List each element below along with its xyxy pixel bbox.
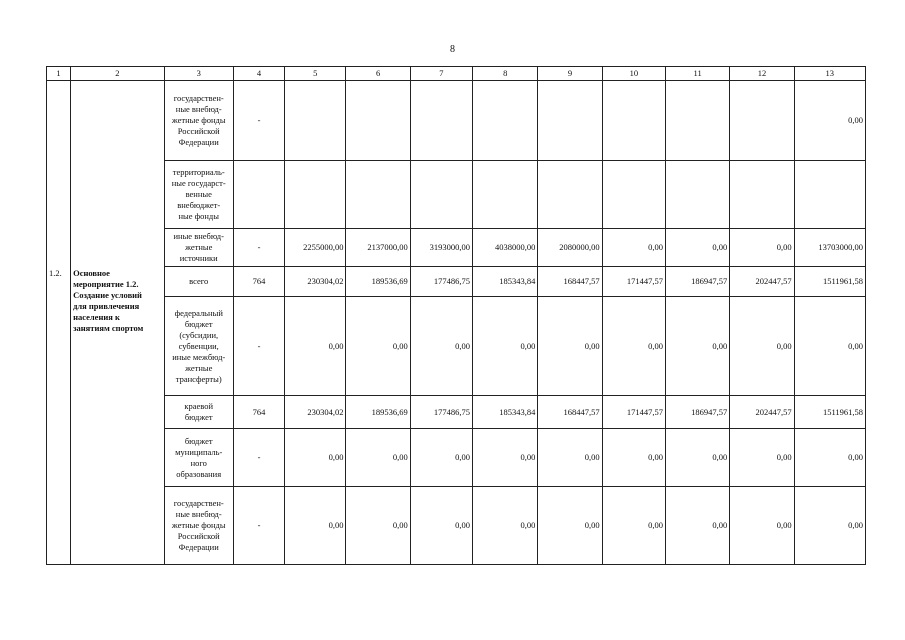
year-value-cell: 168447,57 xyxy=(538,396,602,429)
year-value-cell: 2137000,00 xyxy=(346,229,410,267)
year-value-cell: 0,00 xyxy=(538,429,602,487)
funding-source-cell: краевой бюджет xyxy=(164,396,233,429)
year-value-cell xyxy=(730,161,794,229)
total-cell xyxy=(794,161,865,229)
year-value-cell: 0,00 xyxy=(346,297,410,396)
table-row xyxy=(47,267,866,297)
code-cell: - xyxy=(233,81,284,161)
year-value-cell: 4038000,00 xyxy=(473,229,538,267)
year-value-cell: 0,00 xyxy=(538,297,602,396)
table-row xyxy=(47,81,866,161)
year-value-cell: 189536,69 xyxy=(346,396,410,429)
year-value-cell: 0,00 xyxy=(602,487,665,565)
year-value-cell: 202447,57 xyxy=(730,267,794,297)
year-value-cell: 0,00 xyxy=(602,297,665,396)
code-cell: - xyxy=(233,429,284,487)
code-cell: - xyxy=(233,297,284,396)
table-row xyxy=(47,297,866,396)
header-cell: 6 xyxy=(346,67,410,81)
header-cell: 1 xyxy=(47,67,71,81)
year-value-cell xyxy=(665,81,729,161)
table-body xyxy=(47,81,866,565)
year-value-cell xyxy=(410,81,472,161)
code-cell: 764 xyxy=(233,396,284,429)
row-number-cell xyxy=(47,81,71,267)
year-value-cell: 0,00 xyxy=(665,429,729,487)
year-value-cell: 2080000,00 xyxy=(538,229,602,267)
year-value-cell: 0,00 xyxy=(665,487,729,565)
year-value-cell xyxy=(730,81,794,161)
year-value-cell xyxy=(665,161,729,229)
year-value-cell xyxy=(285,81,346,161)
year-value-cell xyxy=(538,161,602,229)
year-value-cell: 0,00 xyxy=(285,297,346,396)
header-cell: 9 xyxy=(538,67,602,81)
year-value-cell: 171447,57 xyxy=(602,396,665,429)
year-value-cell: 3193000,00 xyxy=(410,229,472,267)
table-row xyxy=(47,429,866,487)
code-cell xyxy=(233,161,284,229)
year-value-cell: 186947,57 xyxy=(665,267,729,297)
year-value-cell: 186947,57 xyxy=(665,396,729,429)
total-cell: 0,00 xyxy=(794,81,865,161)
year-value-cell: 0,00 xyxy=(285,487,346,565)
year-value-cell: 0,00 xyxy=(410,297,472,396)
header-cell: 2 xyxy=(71,67,164,81)
activity-title-cell: Основное мероприятие 1.2. Создание условий для привлечения населения к занятиям спортом xyxy=(71,267,164,565)
year-value-cell: 0,00 xyxy=(730,429,794,487)
year-value-cell: 0,00 xyxy=(410,487,472,565)
header-cell: 11 xyxy=(665,67,729,81)
year-value-cell: 0,00 xyxy=(730,487,794,565)
year-value-cell: 230304,02 xyxy=(285,396,346,429)
year-value-cell: 0,00 xyxy=(602,429,665,487)
total-cell: 1511961,58 xyxy=(794,396,865,429)
year-value-cell: 185343,84 xyxy=(473,267,538,297)
code-cell: 764 xyxy=(233,267,284,297)
year-value-cell xyxy=(473,161,538,229)
year-value-cell: 0,00 xyxy=(473,297,538,396)
funding-source-cell: всего xyxy=(164,267,233,297)
funding-source-cell: иные внебюд- жетные источники xyxy=(164,229,233,267)
funding-source-cell: федеральный бюджет (субсидии, субвенции, иные межбюд- жетные трансферты) xyxy=(164,297,233,396)
year-value-cell: 0,00 xyxy=(346,429,410,487)
year-value-cell: 177486,75 xyxy=(410,267,472,297)
header-cell: 7 xyxy=(410,67,472,81)
funding-source-cell: государствен- ные внебюд- жетные фонды Российской Федерации xyxy=(164,81,233,161)
header-cell: 13 xyxy=(794,67,865,81)
total-cell: 0,00 xyxy=(794,429,865,487)
year-value-cell: 189536,69 xyxy=(346,267,410,297)
year-value-cell: 0,00 xyxy=(410,429,472,487)
header-cell: 12 xyxy=(730,67,794,81)
header-cell: 3 xyxy=(164,67,233,81)
funding-source-cell: государствен- ные внебюд- жетные фонды Российской Федерации xyxy=(164,487,233,565)
funding-source-cell: бюджет муниципаль- ного образования xyxy=(164,429,233,487)
row-number-cell: 1.2. xyxy=(47,267,71,565)
year-value-cell xyxy=(285,161,346,229)
header-row xyxy=(47,67,866,81)
year-value-cell: 177486,75 xyxy=(410,396,472,429)
budget-table xyxy=(46,66,866,565)
year-value-cell: 0,00 xyxy=(730,229,794,267)
activity-title-cell xyxy=(71,81,164,267)
total-cell: 0,00 xyxy=(794,297,865,396)
year-value-cell: 0,00 xyxy=(602,229,665,267)
year-value-cell: 0,00 xyxy=(538,487,602,565)
year-value-cell: 0,00 xyxy=(473,429,538,487)
total-cell: 1511961,58 xyxy=(794,267,865,297)
table-row xyxy=(47,487,866,565)
header-cell: 5 xyxy=(285,67,346,81)
header-cell: 10 xyxy=(602,67,665,81)
year-value-cell xyxy=(346,161,410,229)
header-cell: 4 xyxy=(233,67,284,81)
year-value-cell: 202447,57 xyxy=(730,396,794,429)
year-value-cell: 0,00 xyxy=(346,487,410,565)
year-value-cell xyxy=(602,81,665,161)
year-value-cell: 0,00 xyxy=(665,229,729,267)
header-cell: 8 xyxy=(473,67,538,81)
total-cell: 0,00 xyxy=(794,487,865,565)
table-row xyxy=(47,161,866,229)
year-value-cell: 230304,02 xyxy=(285,267,346,297)
code-cell: - xyxy=(233,487,284,565)
funding-source-cell: территориаль- ные государст- венные внебюджет- ные фонды xyxy=(164,161,233,229)
year-value-cell: 0,00 xyxy=(285,429,346,487)
page-number: 8 xyxy=(450,44,455,55)
year-value-cell xyxy=(410,161,472,229)
year-value-cell xyxy=(602,161,665,229)
table-row xyxy=(47,229,866,267)
year-value-cell xyxy=(538,81,602,161)
year-value-cell: 0,00 xyxy=(473,487,538,565)
year-value-cell: 168447,57 xyxy=(538,267,602,297)
year-value-cell: 2255000,00 xyxy=(285,229,346,267)
year-value-cell xyxy=(346,81,410,161)
year-value-cell: 171447,57 xyxy=(602,267,665,297)
year-value-cell: 0,00 xyxy=(730,297,794,396)
year-value-cell xyxy=(473,81,538,161)
table-row xyxy=(47,396,866,429)
code-cell: - xyxy=(233,229,284,267)
total-cell: 13703000,00 xyxy=(794,229,865,267)
year-value-cell: 185343,84 xyxy=(473,396,538,429)
year-value-cell: 0,00 xyxy=(665,297,729,396)
